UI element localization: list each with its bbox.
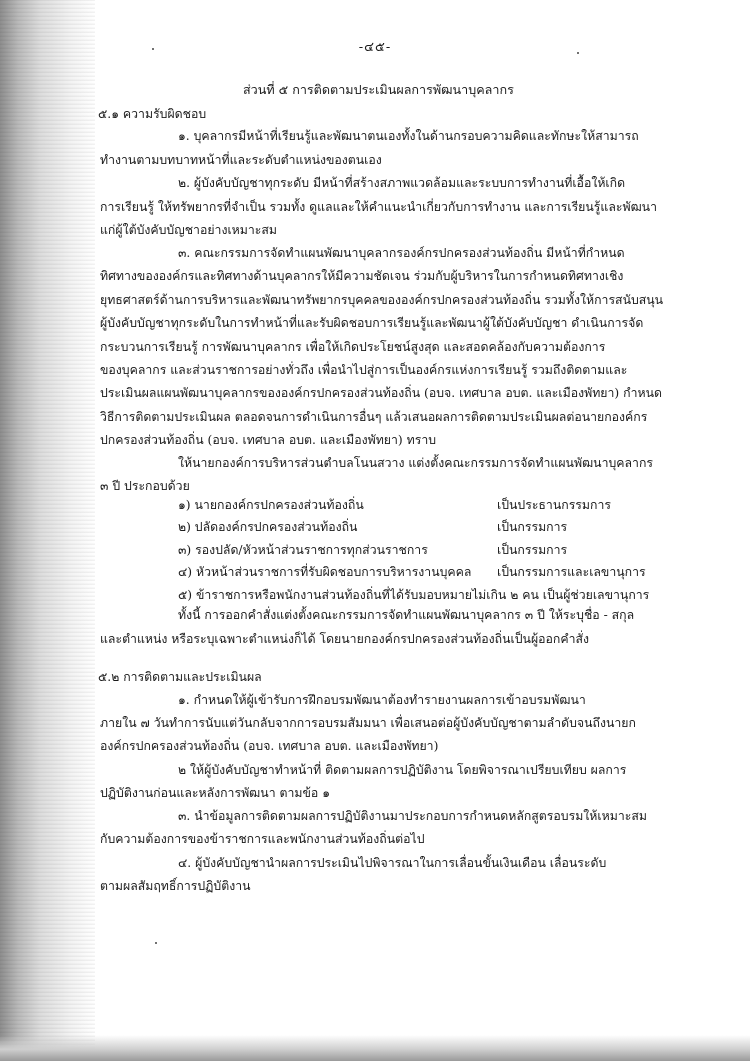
paragraph-line: การเรียนรู้ ให้ทรัพยากรที่จำเป็น รวมทั้ง ดูแลและให้คำแนะนำเกี่ยวกับการทำงาน และการเรียนรู้และพัฒนา <box>100 200 657 214</box>
paragraph-line: ๔. ผู้บังคับบัญชานำผลการประเมินไปพิจารณาในการเลื่อนขั้นเงินเดือน เลื่อนระดับ <box>178 856 607 870</box>
committee-member: ๕) ข้าราชการหรือพนักงานส่วนท้องถิ่นที่ได้รับมอบหมายไม่เกิน ๒ คน เป็นผู้ช่วยเลขานุการ <box>178 588 650 602</box>
committee-member: ๒) ปลัดองค์กรปกครองส่วนท้องถิ่น <box>178 520 358 534</box>
paragraph-line: ภายใน ๗ วันทำการนับแต่วันกลับจากการอบรมสัมมนา เพื่อเสนอต่อผู้บังคับบัญชาตามลำดับจนถึงนายก <box>100 716 636 730</box>
section-title: ส่วนที่ ๕ การติดตามประเมินผลการพัฒนาบุคลากร <box>243 82 514 97</box>
paragraph-line: ๓. คณะกรรมการจัดทำแผนพัฒนาบุคลากรองค์กรปกครองส่วนท้องถิ่น มีหน้าที่กำหนด <box>178 246 625 260</box>
paragraph-line: ๓. นำข้อมูลการติดตามผลการปฏิบัติงานมาประกอบการกำหนดหลักสูตรอบรมให้เหมาะสม <box>178 809 647 823</box>
paragraph-line: ทำงานตามบทบาทหน้าที่และระดับตำแหน่งของตนเอง <box>100 153 382 167</box>
paragraph-line: ให้นายกองค์การบริหารส่วนตำบลโนนสวาง แต่งตั้งคณะกรรมการจัดทำแผนพัฒนาบุคลากร <box>178 456 654 470</box>
committee-member: ๑) นายกองค์กรปกครองส่วนท้องถิ่น <box>178 498 364 512</box>
subsection-heading: ๕.๑ ความรับผิดชอบ <box>98 107 207 121</box>
paragraph-line: ประเมินผลแผนพัฒนาบุคลากรขององค์กรปกครองส่วนท้องถิ่น (อบจ. เทศบาล อบต. และเมืองพัทยา) กำหนด <box>100 386 662 400</box>
scan-shadow-bottom <box>0 1035 750 1061</box>
paragraph-line: ยุทธศาสตร์ด้านการบริหารและพัฒนาทรัพยากรบุคคลขององค์กรปกครองส่วนท้องถิ่น รวมทั้งให้การสนับสนุน <box>100 293 664 307</box>
paragraph-line: ๑. บุคลากรมีหน้าที่เรียนรู้และพัฒนาตนเองทั้งในด้านกรอบความคิดและทักษะให้สามารถ <box>178 129 639 143</box>
paragraph-line: ๒. ผู้บังคับบัญชาทุกระดับ มีหน้าที่สร้างสภาพแวดล้อมและระบบการทำงานที่เอื้อให้เกิด <box>178 176 626 190</box>
paragraph-line: กระบวนการเรียนรู้ การพัฒนาบุคลากร เพื่อให้เกิดประโยชน์สูงสุด และสอดคล้องกับความต้องการ <box>100 340 606 354</box>
paragraph-line: ของบุคลากร และส่วนราชการอย่างทั่วถึง เพื่อนำไปสู่การเป็นองค์กรแห่งการเรียนรู้ รวมถึงติดตามและ <box>100 363 628 377</box>
paragraph-line: ปกครองส่วนท้องถิ่น (อบจ. เทศบาล อบต. และเมืองพัทยา) ทราบ <box>100 433 437 447</box>
paragraph-line: ตามผลสัมฤทธิ์การปฏิบัติงาน <box>100 879 251 893</box>
committee-role: เป็นกรรมการ <box>497 543 568 557</box>
paragraph-line: ทั้งนี้ การออกคำสั่งแต่งตั้งคณะกรรมการจัดทำแผนพัฒนาบุคลากร ๓ ปี ให้ระบุชื่อ - สกุล <box>178 608 635 622</box>
paragraph-line: องค์กรปกครองส่วนท้องถิ่น (อบจ. เทศบาล อบต. และเมืองพัทยา) <box>100 739 439 753</box>
paragraph-line: และตำแหน่ง หรือระบุเฉพาะตำแหน่งก็ได้ โดยนายกองค์กรปกครองส่วนท้องถิ่นเป็นผู้ออกคำสั่ง <box>100 632 590 646</box>
committee-member: ๔) หัวหน้าส่วนราชการที่รับผิดชอบการบริหารงานบุคคล <box>178 565 472 579</box>
subsection-heading: ๕.๒ การติดตามและประเมินผล <box>98 670 262 684</box>
committee-role: เป็นกรรมการ <box>497 520 568 534</box>
scan-speck <box>155 942 157 944</box>
page-number: -๔๕- <box>358 40 392 55</box>
paragraph-line: ๒ ให้ผู้บังคับบัญชาทำหน้าที่ ติดตามผลการปฏิบัติงาน โดยพิจารณาเปรียบเทียบ ผลการ <box>178 763 627 777</box>
paragraph-line: ผู้บังคับบัญชาทุกระดับในการทำหน้าที่และรับผิดชอบการเรียนรู้และพัฒนาผู้ใต้บังคับบัญชา ดำเนินการจัด <box>100 316 644 330</box>
committee-role: เป็นประธานกรรมการ <box>497 498 611 512</box>
paragraph-line: วิธีการติดตามประเมินผล ตลอดจนการดำเนินการอื่นๆ แล้วเสนอผลการติดตามประเมินผลต่อนายกองค์กร <box>100 410 648 424</box>
scan-shadow-left <box>0 0 95 1061</box>
paragraph-line: ทิศทางขององค์กรและทิศทางด้านบุคลากรให้มีความชัดเจน ร่วมกับผู้บริหารในการกำหนดทิศทางเชิง <box>100 269 624 283</box>
committee-member: ๓) รองปลัด/หัวหน้าส่วนราชการทุกส่วนราชการ <box>178 543 428 557</box>
paragraph-line: ปฏิบัติงานก่อนและหลังการพัฒนา ตามข้อ ๑ <box>100 786 331 800</box>
paragraph-line: ๑. กำหนดให้ผู้เข้ารับการฝึกอบรมพัฒนาต้องทำรายงานผลการเข้าอบรมพัฒนา <box>178 693 586 707</box>
paragraph-line: ๓ ปี ประกอบด้วย <box>100 479 190 493</box>
committee-role: เป็นกรรมการและเลขานุการ <box>497 565 646 579</box>
paragraph-line: กับความต้องการของข้าราชการและพนักงานส่วนท้องถิ่นต่อไป <box>100 832 425 846</box>
paragraph-line: แก่ผู้ใต้บังคับบัญชาอย่างเหมาะสม <box>100 223 277 237</box>
